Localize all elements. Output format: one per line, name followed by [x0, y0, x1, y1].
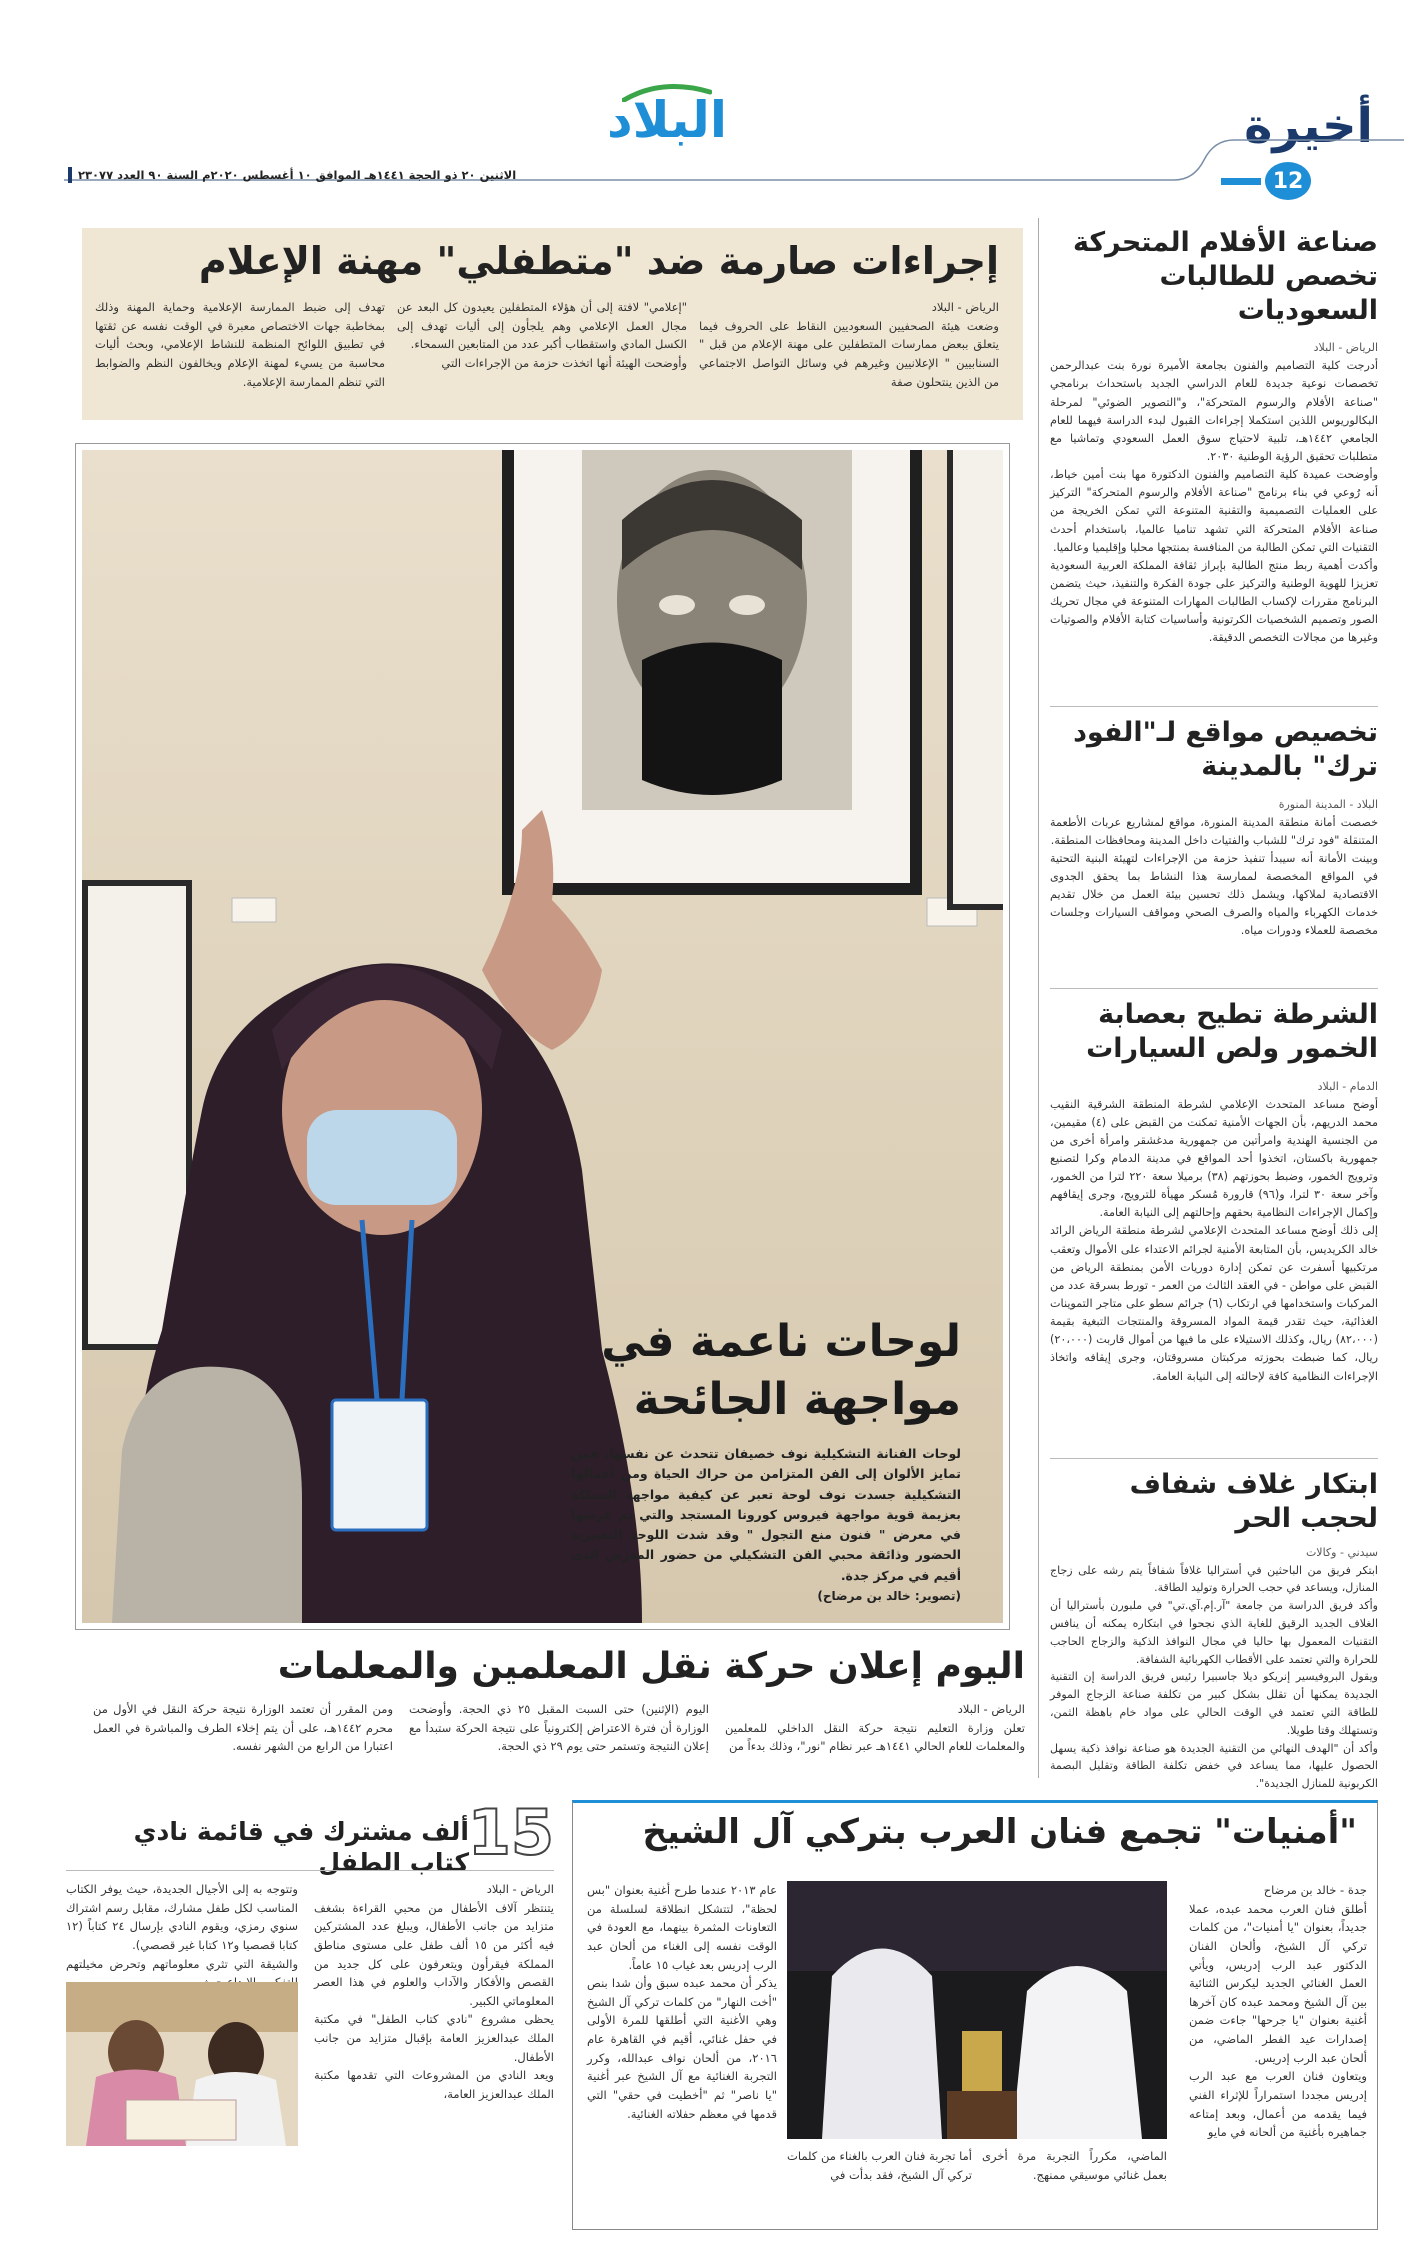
omniyat-col-left: عام ٢٠١٣ عندما طرح أغنية بعنوان "بس لحظة"، لتتشكل انطلاقة لسلسلة من التعاونات المثمرة بينهما، مع العودة في الوقت نفسه إلى الغناء من ألحان عبد الرب إدريس بعد غياب ١٥ عاماً. يذكر أن محمد عبده سبق وأن شدا بنص "أخت النهار" من كلمات تركي آل الشيخ وهي الأغنية التي أطلقها للمرة الأولى في حفل غنائي، أقيم في القاهرة عام ٢٠١٦، من ألحان نواف عبدالله، وكرر التجربة الغنائية مع آل الشيخ عبر أغنية "يا ناصر" ثم "أخطيت في حقي" التي قدمها في معظم حفلاته الغنائية. — [587, 1883, 777, 2121]
masthead-rule — [64, 120, 1421, 200]
logo — [598, 92, 736, 156]
sidebar-dateline: سيدني - وكالات — [1305, 1545, 1378, 1559]
omniyat-caption-left: أما تجربة فنان العرب بالغناء من كلمات تركي آل الشيخ، فقد بدأت في — [787, 2149, 972, 2182]
section-title: أخيرة — [1244, 98, 1373, 154]
page-number: 12 — [1272, 168, 1304, 194]
sidebar-divider — [1050, 988, 1378, 989]
main-headline: إجراءات صارمة ضد "متطفلي" مهنة الإعلام — [198, 239, 999, 283]
issue-line — [68, 167, 516, 183]
sidebar-headline: صناعة الأفلام المتحركة تخصص للطالبات السعوديات — [1072, 227, 1378, 326]
photo-feature — [75, 443, 1010, 1630]
sidebar-story — [1050, 998, 1378, 1386]
omniyat-caption-right: الماضي، مكرراً التجربة مرة أخرى بعمل غنائي موسيقي ممنهج. — [982, 2149, 1167, 2182]
logo-text: البلاد — [607, 91, 727, 149]
sidebar-headline: الشرطة تطيح بعصابة الخمور ولص السيارات — [1086, 999, 1378, 1064]
sidebar-headline: ابتكار غلاف شفاف لحجب الحر — [1129, 1469, 1378, 1534]
sidebar-body: خصصت أمانة منطقة المدينة المنورة، مواقع لمشاريع عربات الأطعمة المتنقلة "فود ترك" للشباب والفتيات داخل المدينة ومحافظات المنطقة. وبينت الأمانة أنه سيبدأ تنفيذ حزمة من الإجراءات لتهيئة البنية التحتية في المواقع المخصصة لممارسة هذا النشاط بما يحقق الجدوى الاقتصادية لملاكها، ويشمل ذلك تحسين بيئة العمل من خلال تقديم خدمات الكهرباء والمياه والصرف الصحي ومواقف السيارات وجلسات مخصصة للعملاء ودورات مياه. — [1050, 815, 1378, 938]
omniyat-photo — [787, 1881, 1167, 2139]
sidebar-rule — [1038, 218, 1039, 1778]
feature-body: لوحات الفنانة التشكيلية نوف خصيفان تتحدث عن نفسها، فمن تمايز الألوان إلى الفن المتزامن من حراك الحياة ومن أعمالها التشكيلية جسدت نوف لوحة تعبر عن كيفية مواجهة المملكة بعزيمة قوية مواجهة فيروس كورونا المستجد والتي تم عرضها في معرض " فنون منع التجول " وقد شدت اللوحة التعبيرية الحضور وذائقة محبي الفن التشكيلي من حضور المعرض الذي أقيم في مركز جدة. — [571, 1446, 961, 1583]
feature-credit: (تصوير: خالد بن مرضاح) — [817, 1589, 961, 1603]
issue-marker — [68, 167, 72, 183]
feature-headline-1: لوحات ناعمة في — [601, 1316, 961, 1367]
sidebar-story — [1050, 716, 1378, 940]
readers-col-right: الرياض - البلاد يتنتظر آلاف الأطفال من محبي القراءة بشغف متزايد من جانب الأطفال، ويبلغ عدد المشتركين فيه أكثر من ١٥ ألف طفل على مستوى مناطق المملكة فيقرأون ويتعرفون على كل جديد من القصص والأفكار والآداب والعلوم في هذا العصر المعلوماتي الكبير. يحظى مشروع "نادي كتاب الطفل" في مكتبة الملك عبدالعزيز العامة بإقبال متزايد من جانب الأطفال. ويعد النادي من المشروعات التي تقدمها مكتبة الملك عبدالعزيز العامة، — [314, 1882, 554, 2101]
sidebar-body: أدرجت كلية التصاميم والفنون بجامعة الأميرة نورة بنت عبدالرحمن تخصصات نوعية جديدة للعام الدراسي الجديد باستحداث برنامجي "صناعة الأفلام والرسوم المتحركة"، و"التصوير الضوئي" لمرحلة البكالوريوس اللذين استكملا إجراءات القبول لبدء الدراسة فيهما للعام الجامعي ١٤٤٢هـ، تلبية لاحتياج سوق العمل السعودي وتماشيا مع متطلبات تحقيق الرؤية الوطنية ٢٠٣٠. وأوضحت عميدة كلية التصاميم والفنون الدكتورة مها بنت أمين خياط، أنه رُوعي في بناء برنامج "صناعة الأفلام والرسوم المتحركة" التركيز على العمليات التصميمية والتقنية المتنوعة التي تمكن الخريجة من صناعة الأفلام المتحركة التي تشهد تناميا عالميا، باستخدام أحدث التقنيات التي تمكن الطالبة من المنافسة بمنتجها محليا وإقليميا وعالميا. وأكدت أهمية ربط منتج الطالبة بإبراز ثقافة المملكة العربية السعودية تعزيزا للهوية الوطنية والتركيز على جودة الفكرة والتنفيذ، حيث يتضمن البرنامج مقررات لإكساب الطالبات المهارات المتنوعة في مجال تحريك الصور وتصميم الشخصيات الكرتونية وأساسيات كتابة الأفلام والصوتيات وغيرها من مجالات التخصص الدقيقة. — [1050, 359, 1378, 645]
teachers-col-3: ومن المقرر أن تعتمد الوزارة نتيجة حركة النقل في الأول من محرم ١٤٤٢هـ، على أن يتم إخلاء الطرف والمباشرة في العمل اعتبارا من الرابع من الشهر نفسه. — [93, 1702, 393, 1754]
sidebar-headline: تخصيص مواقع لـ"الفود ترك" بالمدينة — [1073, 717, 1378, 782]
feature-headline-2: مواجهة الجائحة — [633, 1374, 961, 1425]
sidebar-story — [1050, 1468, 1378, 1793]
sidebar-story — [1050, 226, 1378, 648]
sidebar-divider — [1050, 706, 1378, 707]
readers-big-number: 15 — [467, 1796, 554, 1869]
teachers-story — [40, 1640, 1025, 1790]
issue-text: الاثنين ٢٠ ذو الحجة ١٤٤١هـ الموافق ١٠ أغسطس ٢٠٢٠م السنة ٩٠ العدد ٢٣٠٧٧ — [78, 168, 517, 182]
omniyat-headline: "أمنيات" تجمع فنان العرب بتركي آل الشيخ — [642, 1812, 1357, 1852]
readers-photo — [66, 1982, 298, 2146]
sidebar-divider — [1050, 1458, 1378, 1459]
sidebar-dateline: البلاد - المدينة المنورة — [1278, 797, 1378, 811]
sidebar-dateline: الرياض - البلاد — [1313, 341, 1378, 355]
main-col-3: تهدف إلى ضبط الممارسة الإعلامية وحماية المهنة وذلك بمخاطبة جهات الاختصاص معبرة في الوقت نفسه عن ثقتها في تطبيق اللوائح المنظمة للنشاط الإعلامي، وبحث أليات محاسبة من يسيء لمهنة الإعلام ويخالفون النظم والضوابط التي تنظم الممارسة الإعلامية. — [95, 300, 385, 389]
masthead — [0, 0, 1421, 200]
omniyat-story — [572, 1800, 1378, 2230]
logo-swoosh-icon — [622, 84, 712, 102]
teachers-headline: اليوم إعلان حركة نقل المعلمين والمعلمات — [277, 1646, 1025, 1687]
sidebar — [1050, 218, 1379, 1791]
sidebar-body: ابتكر فريق من الباحثين في أستراليا غلافاً شفافاً يتم رشه على زجاج المنازل، ويساعد في حجب الحرارة وتوليد الطاقة. وأكد فريق الدراسة من جامعة "آر.إم.آي.تي" في ملبورن بأستراليا أن الغلاف الجديد الرقيق للغاية الذي نجحوا في ابتكاره يمكنه أن ينافس التقنيات المعمول بها حاليا في مجال النوافذ الذكية والزجاج الحاجب للحرارة والتي تعتمد على الأقطاب الكهربائية الشفافة. ويقول البروفيسير إنريكو ديلا جاسبيرا رئيس فريق الدراسة إن التقنية الجديدة يمكنها أن تقلل بشكل كبير من تكلفة صناعة الزجاج الموفر للطاقة التي تعتمد في الوقت الحالي على مواد خام باهظة الثمن، وتستهلك وقتا طويلا. وأكد أن "الهدف النهائي من التقنية الجديدة هو صناعة نوافذ ذكية يسهل الحصول عليها، مما يساعد في خفض تكلفة الطاقة وتقليل البصمة الكربونية للمنازل الجديدة". — [1050, 1563, 1378, 1791]
teachers-col-2: اليوم (الإثنين) حتى السبت المقبل ٢٥ ذي الحجة. وأوضحت الوزارة أن فترة الاعتراض إلكترونياً على نتيجة الحركة ستبدأ مع إعلان النتيجة وتستمر حتى يوم ٢٩ ذي الحجة. — [409, 1702, 709, 1754]
main-col-2: "إعلامي" لافتة إلى أن هؤلاء المتطفلين يعيدون كل البعد عن مجال العمل الإعلامي وهم يلجأون إلى أليات تهدف إلى الكسل المادي واستقطاب أكبر عدد من المتابعين السمحاء. وأوضحت الهيئة أنها اتخذت حزمة من الإجراءات التي — [397, 300, 687, 370]
readers-divider — [66, 1870, 554, 1871]
teachers-col-1: الرياض - البلاد تعلن وزارة التعليم نتيجة حركة النقل الداخلي للمعلمين والمعلمات للعام الحالي ١٤٤١هـ عبر نظام "نور"، وذلك بدءاً من — [725, 1702, 1025, 1754]
main-story — [82, 228, 1023, 420]
main-col-1: الرياض - البلاد وضعت هيئة الصحفيين السعوديين النقاط على الحروف فيما يتعلق ببعض ممارسات المتطفلين على مهنة الإعلام من قبل " السنابيين " الإعلانيين وغيرهم في وسائل التواصل الاجتماعي من الذين ينتحلون صفة — [699, 300, 999, 389]
readers-headline: ألف مشترك في قائمة نادي كتاب الطفل — [133, 1817, 469, 1878]
omniyat-col-right: جدة - خالد بن مرضاح أطلق فنان العرب محمد عبده، عملا جديداً، بعنوان "يا أمنيات"، من كلمات تركي آل الشيخ، وألحان الفنان الدكتور عبد الرب إدريس، ويأتي العمل الغنائي الجديد ليكرس الثنائية بين آل الشيخ ومحمد عبده كان آخرها أغنية بعنوان "يا جرحها" جاءت ضمن إصدارات عيد الفطر الماضي، من ألحان عبد الرب إدريس. ويتعاون فنان العرب مع عبد الرب إدريس مجددا استمراراً للإثراء الفني فيما يقدمه من أعمال، وبعد إمتاعه جماهيره بأغنية من ألحانه في مايو — [1189, 1883, 1367, 2140]
sidebar-dateline: الدمام - البلاد — [1317, 1079, 1378, 1093]
readers-col-left: وتتوجه به إلى الأجيال الجديدة، حيث يوفر الكتاب المناسب لكل طفل مشارك، مقابل رسم اشتراك سنوي رمزي، ويقوم النادي بإرسال ٢٤ كتاباً (١٢ كتابا قصصيا و١٢ كتابا غير قصصي). والشيقة التي تثري معلوماتهم وتحرض مخيلتهم — [66, 1882, 299, 1971]
sidebar-body: أوضح مساعد المتحدث الإعلامي لشرطة المنطقة الشرقية النقيب محمد الدريهم، بأن الجهات الأمنية تمكنت من القبض على (٤) مقيمين، من الجنسية الهندية وامرأتين من جمهورية مدغشقر وامرأة أخرى من جمهورية باكستان، اتخذوا أحد المواقع في مدينة الدمام وكرا لتصنيع وترويج الخمور، وضبط بحوزتهم (٣٨) برميلا سعة ٢٢٠ لترا من الخمور، وآخر سعة ٣٠ لترا، و(٩٦) قارورة مُسكر مهيأة للترويج، وجرى إيقافهم وإكمال الإجراءات النظامية بحقهم وإحالتهم إلى النيابة العامة. إلى ذلك أوضح مساعد المتحدث الإعلامي لشرطة منطقة الرياض الرائد خالد الكريديس، بأن المتابعة الأمنية لجرائم الاعتداء على الأموال وتعقب مرتكبيها أسفرت عن تمكن إدارة دوريات الأمن بمنطقة الرياض من القبض على مواطن - في العقد الثالث من العمر - تورط بسرقة عدد من المركبات واستخدامها في ارتكاب (٦) جرائم سطو على متاجر التموينات الغذائية، حيث تقدر قيمة المواد المسروقة والمنتجات التبغية بقيمة (٨٢،٠٠٠) ريال، وكذلك الاستيلاء على ما فيها من أموال قاربت (٢٠،٠٠٠) ريال، كما ضبطت بحوزته مركبتان مسروقتان، وجرى إيقافه واتخاذ الإجراءات النظامية كافة لإحالته إلى النيابة العامة. — [1050, 1097, 1379, 1383]
readers-club — [66, 1796, 554, 2230]
